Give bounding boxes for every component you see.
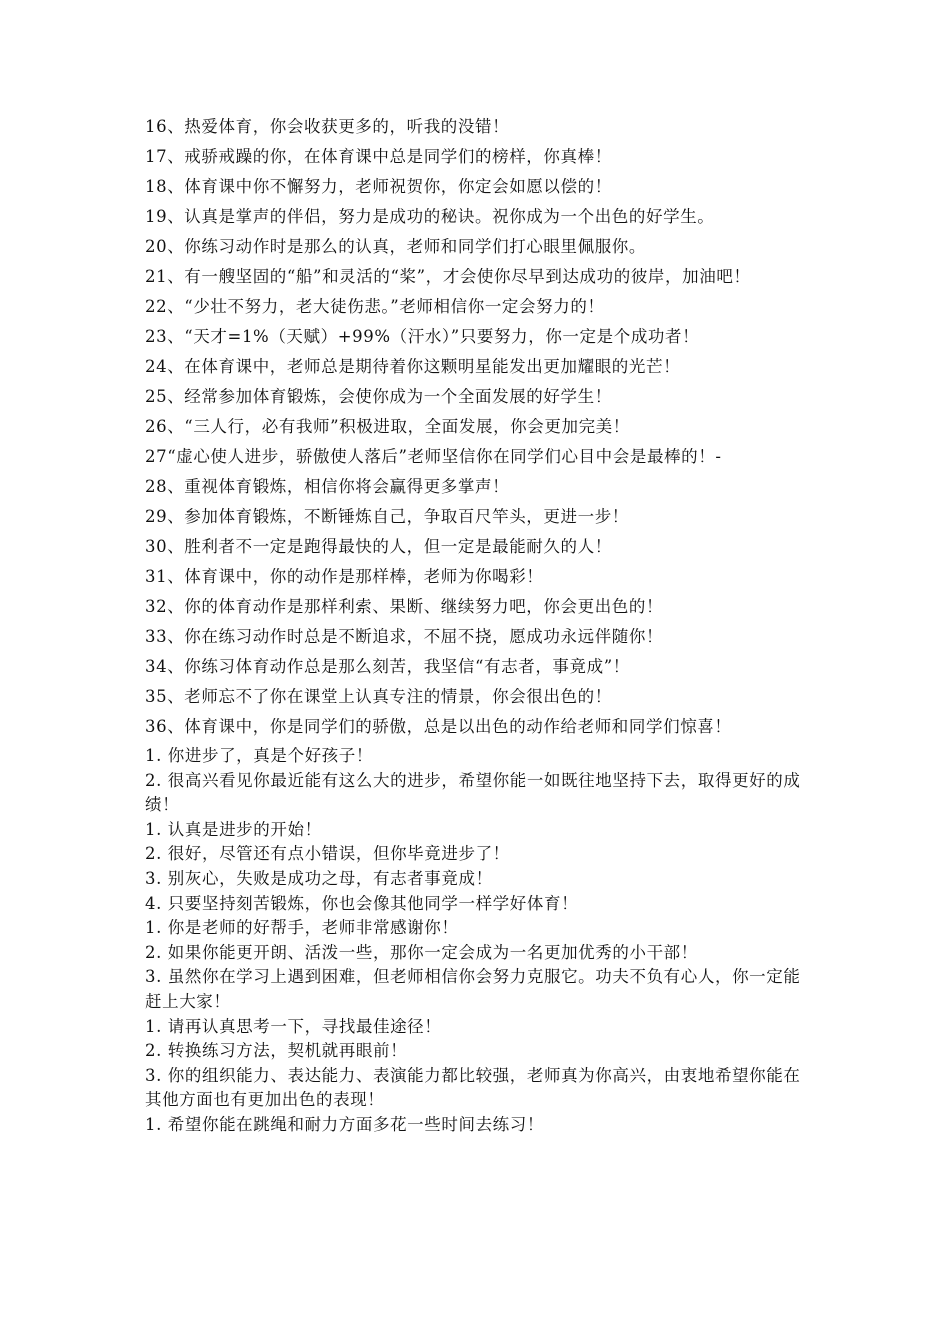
numbered-comment-list — [145, 112, 815, 742]
document-page — [145, 112, 815, 1138]
comment-line: 21、有一艘坚固的“船”和灵活的“桨”，才会使你尽早到达成功的彼岸，加油吧！ — [145, 267, 751, 286]
comment-line: 36、体育课中，你是同学们的骄傲，总是以出色的动作给老师和同学们惊喜！ — [145, 717, 732, 736]
short-comment-line: 2. 很好，尽管还有点小错误，但你毕竟进步了！ — [145, 844, 510, 864]
short-comment-line: 1. 请再认真思考一下，寻找最佳途径！ — [145, 1016, 442, 1036]
comment-line: 22、“少壮不努力，老大徒伤悲。”老师相信你一定会努力的！ — [145, 297, 605, 316]
comment-line: 33、你在练习动作时总是不断追求，不屈不挠，愿成功永远伴随你！ — [145, 627, 664, 646]
short-comment-line: 1. 希望你能在跳绳和耐力方面多花一些时间去练习！ — [145, 1114, 544, 1134]
comment-line: 19、认真是掌声的伴侣，努力是成功的秘诀。祝你成为一个出色的好学生。 — [145, 207, 715, 226]
short-comment-line: 1. 你是老师的好帮手，老师非常感谢你！ — [145, 918, 459, 938]
comment-line: 34、你练习体育动作总是那么刻苦，我坚信“有志者，事竟成”！ — [145, 657, 630, 676]
short-comment-line: 2. 很高兴看见你最近能有这么大的进步，希望你能一如既往地坚持下去，取得更好的成绩！ — [145, 770, 801, 815]
comment-line: 16、热爱体育，你会收获更多的，听我的没错！ — [145, 117, 510, 136]
short-comment-line: 4. 只要坚持刻苦锻炼，你也会像其他同学一样学好体育！ — [145, 893, 579, 913]
short-comment-line: 3. 别灰心，失败是成功之母，有志者事竟成！ — [145, 868, 493, 888]
short-comment-line: 2. 如果你能更开朗、活泼一些，那你一定会成为一名更加优秀的小干部！ — [145, 942, 698, 962]
comment-line: 17、戒骄戒躁的你，在体育课中总是同学们的榜样，你真棒！ — [145, 147, 612, 166]
comment-line: 31、体育课中，你的动作是那样棒，老师为你喝彩！ — [145, 567, 544, 586]
short-comment-line: 1. 认真是进步的开始！ — [145, 819, 322, 839]
comment-line: 25、经常参加体育锻炼，会使你成为一个全面发展的好学生！ — [145, 387, 612, 406]
short-comment-line: 1. 你进步了，真是个好孩子！ — [145, 746, 373, 765]
comment-line: 23、“天才=1%（天赋）+99%（汗水）”只要努力，你一定是个成功者！ — [145, 327, 700, 346]
short-comment-list — [145, 744, 815, 1138]
comment-line: 29、参加体育锻炼，不断锤炼自己，争取百尺竿头，更进一步！ — [145, 507, 629, 526]
comment-line: 30、胜利者不一定是跑得最快的人，但一定是最能耐久的人！ — [145, 537, 612, 556]
comment-line: 28、重视体育锻炼，相信你将会赢得更多掌声！ — [145, 477, 510, 496]
short-comment-line: 3. 虽然你在学习上遇到困难，但老师相信你会努力克服它。功夫不负有心人，你一定能赶上大家！ — [145, 967, 801, 1011]
comment-line: 20、你练习动作时是那么的认真，老师和同学们打心眼里佩服你。 — [145, 237, 646, 256]
comment-line: 27“虚心使人进步，骄傲使人落后”老师坚信你在同学们心目中会是最棒的！- — [145, 447, 722, 466]
comment-line: 18、体育课中你不懈努力，老师祝贺你，你定会如愿以偿的！ — [145, 177, 612, 196]
short-comment-line: 2. 转换练习方法，契机就再眼前！ — [145, 1041, 408, 1061]
short-comment-line: 3. 你的组织能力、表达能力、表演能力都比较强，老师真为你高兴，由衷地希望你能在其他方面也有更加出色的表现！ — [145, 1065, 801, 1110]
comment-line: 35、老师忘不了你在课堂上认真专注的情景，你会很出色的！ — [145, 687, 612, 706]
comment-line: 26、“三人行，必有我师”积极进取，全面发展，你会更加完美！ — [145, 417, 630, 436]
comment-line: 32、你的体育动作是那样利索、果断、继续努力吧，你会更出色的！ — [145, 597, 664, 616]
comment-line: 24、在体育课中，老师总是期待着你这颗明星能发出更加耀眼的光芒！ — [145, 357, 681, 376]
